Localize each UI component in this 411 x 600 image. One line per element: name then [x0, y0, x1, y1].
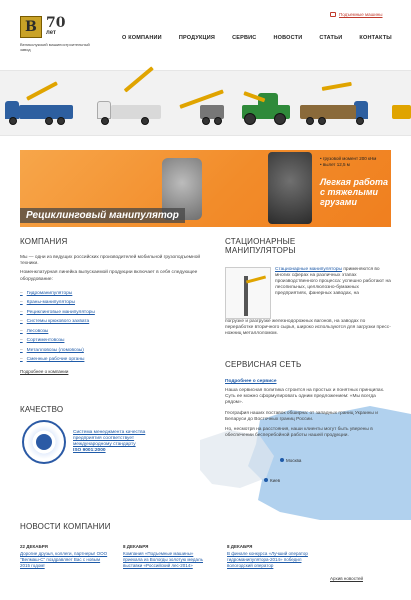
nav-contacts[interactable]: КОНТАКТЫ: [359, 35, 392, 41]
quality-link[interactable]: Система менеджмента качества предприятия соответствует международному стандарту ISO 9001:2000: [73, 430, 173, 454]
service-link[interactable]: Подробнее о сервисе: [225, 379, 277, 384]
list-item[interactable]: – Краны-манипуляторы: [20, 300, 76, 306]
news-archive-link[interactable]: Архив новостей: [330, 576, 363, 581]
stationary-text: Стационарные манипуляторы применяются во многих сферах на различных этапах производственного процесса: успешно работают на лесопильных, целлюлозно-бумажных предприятиях, фанерных заводах, на: [275, 267, 391, 296]
stationary-image[interactable]: [225, 267, 271, 319]
news-date: 8 ДЕКАБРЯ: [227, 544, 253, 549]
news-section: [20, 522, 391, 581]
header: [0, 0, 411, 70]
cart-link[interactable]: [330, 12, 383, 17]
product-gallery: [0, 70, 411, 136]
cart-icon: [330, 12, 336, 17]
company-section: [20, 237, 210, 375]
news-item: [20, 544, 110, 569]
banner-title: Рециклинговый манипулятор: [20, 208, 185, 223]
stationary-title: СТАЦИОНАРНЫЕ МАНИПУЛЯТОРЫ: [225, 237, 296, 255]
nav-news[interactable]: НОВОСТИ: [273, 35, 303, 41]
banner-note: • вылет 12,5 м: [320, 161, 350, 167]
company-more-link[interactable]: Подробнее о компании: [20, 368, 69, 374]
product-image[interactable]: [300, 83, 372, 127]
product-image[interactable]: [5, 83, 75, 127]
logo-subtitle: Великолукский машиностроительный завод: [20, 42, 90, 52]
nav-about[interactable]: О КОМПАНИИ: [122, 35, 162, 41]
service-p1: Наша сервисная политика строится на простых и понятных принципах. Суть ее можно сформулировать одним предложением: «Мы всегда рядом».: [225, 388, 385, 406]
promo-banner[interactable]: [20, 150, 391, 227]
list-item[interactable]: – Рециклинговые манипуляторы: [20, 309, 95, 315]
banner-headline: Легкая работа с тяжелыми грузами: [320, 177, 389, 207]
city-moscow: Москва: [286, 458, 302, 463]
news-item: [123, 544, 213, 569]
company-title: КОМПАНИЯ: [20, 237, 68, 246]
product-image[interactable]: [392, 83, 411, 127]
map-pin-icon: [264, 478, 268, 482]
product-image[interactable]: [97, 83, 167, 127]
list-item[interactable]: – Сменные рабочие органы: [20, 357, 85, 363]
banner-notes: [320, 156, 390, 207]
city-kiev: Киев: [270, 478, 281, 483]
stationary-link[interactable]: Стационарные манипуляторы: [275, 267, 342, 272]
news-title: НОВОСТИ КОМПАНИИ: [20, 522, 111, 531]
stationary-section: [225, 237, 391, 336]
product-list: [20, 289, 210, 365]
service-section: [225, 360, 391, 439]
banner-note: • грузовой момент 200 кНм: [320, 156, 377, 161]
map-pin-icon: [280, 458, 284, 462]
cart-label: Подъемные машины: [339, 12, 383, 17]
company-lead: Номенклатурная линейка выпускаемой продукции включает в себя следующее оборудование:: [20, 270, 198, 282]
list-item[interactable]: – Металловозы (ломовозы): [20, 347, 84, 353]
service-p3: Но, несмотря на расстояния, наши клиенты могут быть уверены в обеспечении бесперебойной работы нашей продукции.: [225, 427, 373, 439]
news-date: 8 ДЕКАБРЯ: [123, 544, 149, 549]
certificate-seal-icon: [22, 420, 66, 464]
news-date: 22 ДЕКАБРЯ: [20, 544, 48, 549]
logo-years: 70: [46, 15, 66, 31]
company-intro: Мы — одни из ведущих российских производителей мобильной грузоподъемной техники.: [20, 255, 201, 267]
quality-title: КАЧЕСТВО: [20, 405, 64, 414]
manipulator-image: [268, 152, 312, 224]
news-item: [227, 544, 317, 569]
nav-service[interactable]: СЕРВИС: [232, 35, 257, 41]
product-image[interactable]: [238, 83, 293, 127]
stationary-text-cont: погрузке и разгрузке железнодорожных вагонов, на заводах по переработке вторичного сырья, широко используются для загрузки пресс-ножниц металлоломом.: [225, 319, 391, 336]
product-image[interactable]: [180, 83, 230, 127]
service-p2: География наших поставок обширна: от западных границ Украины и Беларуси до Восточных границ России.: [225, 410, 378, 422]
news-link[interactable]: Компания «Подъемные машины» приехала из Вологды золотую медаль выставки «Российский лес-2014»: [123, 551, 203, 568]
list-item[interactable]: – Системы крюкового захвата: [20, 319, 90, 325]
service-title: СЕРВИСНАЯ СЕТЬ: [225, 360, 302, 369]
list-item[interactable]: – Сортиментовозы: [20, 338, 65, 344]
list-item[interactable]: – Лесовозы: [20, 328, 49, 334]
list-item[interactable]: – Гидроманипуляторы: [20, 290, 73, 296]
nav-articles[interactable]: СТАТЬИ: [319, 35, 343, 41]
logo-word: лет: [46, 30, 56, 36]
main-nav: [122, 35, 392, 41]
logo-mark-icon: В: [20, 16, 42, 38]
nav-products[interactable]: ПРОДУКЦИЯ: [178, 35, 216, 41]
iso-label: ISO 9001:2000: [73, 448, 106, 453]
news-link[interactable]: Дорогие друзья, коллеги, партнеры! ООО "Велмаш-С" поздравляет Вас с новым 2015 годом!: [20, 551, 108, 568]
news-link[interactable]: В финале конкурса «Лучший оператор гидроманипулятора-2014» победил вологодский оператор: [227, 551, 308, 568]
quality-section: [20, 405, 210, 453]
